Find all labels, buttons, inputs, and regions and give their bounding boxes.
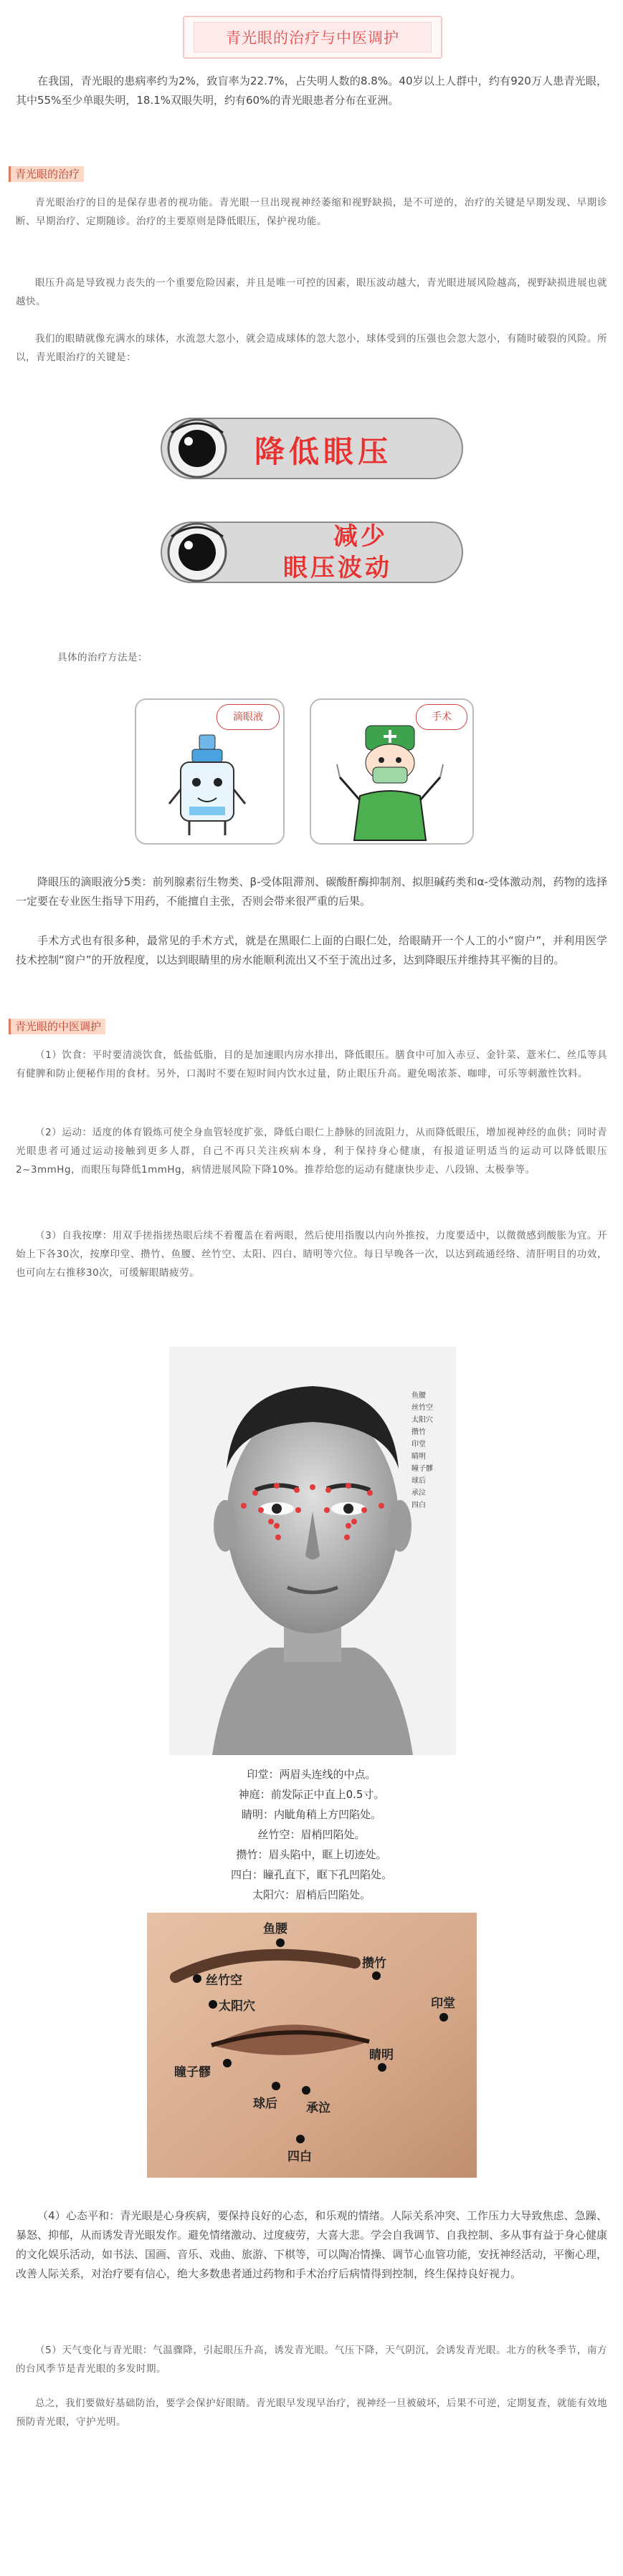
eye-label-qiuhou: 球后 [253,2097,277,2111]
tcm-paragraph-6: 总之，我们要做好基础防治，要学会保护好眼睛。青光眼早发现早治疗，视神经一旦被破坏，后果不可逆，定期复查，就能有效地预防青光眼，守护光明。 [16,2398,607,2428]
treatment-paragraph-1: 青光眼治疗的目的是保存患者的视功能。青光眼一旦出现视神经萎缩和视野缺损，是不可逆的，治疗的关键是早期发现、早期诊断、早期治疗、定期随诊。治疗的主要原则是降低眼压，保护视功能。 [16,197,607,227]
surgeon-icon [333,721,447,842]
section-heading-treatment: 青光眼的治疗 [9,166,84,182]
face-label: 承泣 [412,1489,426,1497]
face-label: 丝竹空 [412,1404,433,1412]
section-heading-tcm: 青光眼的中医调护 [9,1019,105,1034]
key-lower-iop-label: 降低眼压 [255,434,393,469]
key-reduce-fluctuation-graphic [147,512,477,591]
eye-label-tongziliao: 瞳子髎 [174,2065,211,2080]
face-label: 太阳穴 [412,1416,433,1424]
face-label: 睛明 [412,1453,426,1461]
acupoint-caption-jingming: 睛明：内眦角稍上方凹陷处。 [241,1808,381,1821]
key-reduce-label-line1: 减少 [333,522,388,551]
eye-label-yuyao: 鱼腰 [263,1922,287,1936]
method-card-eyedrops [135,698,285,845]
eye-label-zanzhu: 攒竹 [362,1956,386,1971]
acupoint-caption-sibai: 四白：瞳孔直下，眶下孔凹陷处。 [230,1868,392,1881]
treatment-paragraph-5: 手术方式也有很多种，最常见的手术方式，就是在黑眼仁上面的白眼仁处，给眼睛开一个人工的小“窗户”，并利用医学技术控制“窗户”的开放程度，以达到眼睛里的房水能顺利流出又不至于流出过多，达到降眼压并维持其平衡的目的。 [16,934,607,966]
acupoint-caption-zanzhu: 攒竹：眉头陷中，眶上切迹处。 [236,1848,387,1861]
intro-paragraph: 在我国，青光眼的患病率约为2%，致盲率为22.7%，占失明人数的8.8%。40岁以上人群中，约有920万人患青光眼，其中55%至少单眼失明，18.1%双眼失明，约有60%的青光眼患者分布在亚洲。 [16,75,607,107]
page-title: 青光眼的治疗与中医调护 [194,22,432,52]
treatment-paragraph-4: 降眼压的滴眼液分5类：前列腺素衍生物类、β-受体阻滞剂、碳酸酐酶抑制剂、拟胆碱药类和α-受体激动剂，药物的选择一定要在专业医生指导下用药，不能擅自主张，否则会带来很严重的后果。 [16,875,607,908]
face-point-labels [412,1390,455,1512]
face-label: 瞳子髎 [412,1465,433,1473]
surgery-bubble: 手术 [416,704,467,730]
face-label: 印堂 [412,1441,426,1448]
tcm-paragraph-1: （1）饮食：平时要清淡饮食，低盐低脂，目的是加速眼内房水排出，降低眼压。膳食中可加入赤豆、金针菜、薏米仁、丝瓜等具有健脾和防止便秘作用的食材。另外，口渴时不要在短时间内饮水过量，防止眼压升高。避免喝浓茶、咖啡，可乐等刺激性饮料。 [16,1049,607,1080]
key-lower-iop-graphic [147,408,477,487]
treatment-paragraph-2: 眼压升高是导致视力丧失的一个重要危险因素，并且是唯一可控的因素，眼压波动越大，青光眼进展风险越高，视野缺损进展也就越快。 [16,277,607,307]
tcm-paragraph-5: （5）天气变化与青光眼：气温骤降，引起眼压升高，诱发青光眼。气压下降，天气阴沉，会诱发青光眼。北方的秋冬季节，南方的台风季节是青光眼的多发时期。 [16,2345,607,2375]
methods-intro: 具体的治疗方法是： [57,652,148,663]
title-frame [183,16,442,59]
eyedrop-bottle-icon [165,732,251,840]
acupoint-caption-taiyang: 太阳穴：眉梢后凹陷处。 [252,1888,371,1901]
eye-closeup-illustration [147,1913,477,2178]
face-acupoint-figure [169,1347,456,1755]
face-label: 鱼腰 [412,1392,426,1400]
acupoint-caption-sizhukong: 丝竹空：眉梢凹陷处。 [257,1828,366,1841]
eye-label-yintang: 印堂 [431,1996,455,2011]
eye-label-jingming: 睛明 [369,2048,394,2062]
eye-label-sibai: 四白 [287,2150,312,2164]
treatment-paragraph-3: 我们的眼睛就像充满水的球体，水流忽大忽小，就会造成球体的忽大忽小，球体受到的压强也会忽大忽小，有随时破裂的风险。所以，青光眼治疗的关键是： [16,333,607,363]
face-label: 四白 [412,1501,426,1509]
eye-label-chengqi: 承泣 [306,2101,330,2115]
eye-acupoint-figure [147,1913,477,2178]
acupoint-caption-shenting: 神庭：前发际正中直上0.5寸。 [238,1788,385,1801]
eye-label-sizhukong: 丝竹空 [206,1974,242,1988]
key-reduce-label-line2: 眼压波动 [283,554,392,582]
face-label: 球后 [412,1477,426,1485]
acupoint-caption-yintang: 印堂：两眉头连线的中点。 [247,1768,376,1781]
face-label: 攒竹 [412,1428,426,1436]
eye-label-taiyang: 太阳穴 [219,1999,255,2014]
eyedrops-bubble: 滴眼液 [217,704,280,730]
tcm-paragraph-4: （4）心态平和：青光眼是心身疾病，要保持良好的心态，和乐观的情绪。人际关系冲突、工作压力大导致焦虑、急躁、暴怒、抑郁，从而诱发青光眼发作。避免情绪激动、过度疲劳，大喜大悲。学会自我调节、自我控制、多从事有益于身心健康的文化娱乐活动，如书法、国画、音乐、戏曲、旅游、下棋等，可以陶冶情操、调节心血管功能，安抚神经活动，平衡心理，改善人际关系，对治疗要有信心，绝大多数患者通过药物和手术治疗后病情得到控制，终生保持良好视力。 [16,2209,608,2280]
method-card-surgery [310,698,474,845]
tcm-paragraph-2: （2）运动：适度的体育锻炼可使全身血管轻度扩张，降低白眼仁上静脉的回流阻力，从而降低眼压，增加视神经的血供；同时青光眼患者可通过运动接触到更多人群，自己不再只关注疾病本身，利于保持身心健康，有报道证明适当的运动可以降低眼压2~3mmHg，而眼压每降低1mmHg，病情进展风险下降10%。推荐给您的运动有健康快步走、八段锦、太极拳等。 [16,1127,607,1176]
tcm-paragraph-3: （3）自我按摩：用双手搓指搓热眼后续不着覆盖在着两眼，然后使用指腹以内向外推按，力度要适中，以微微感到酸胀为宜。开始上下各30次，按摩印堂、攒竹、鱼腰、丝竹空、太阳、四白、睛明等穴位。每日早晚各一次，以达到疏通经络、清肝明目的功效，也可向左右推移30次，可缓解眼睛疲劳。 [16,1230,607,1279]
